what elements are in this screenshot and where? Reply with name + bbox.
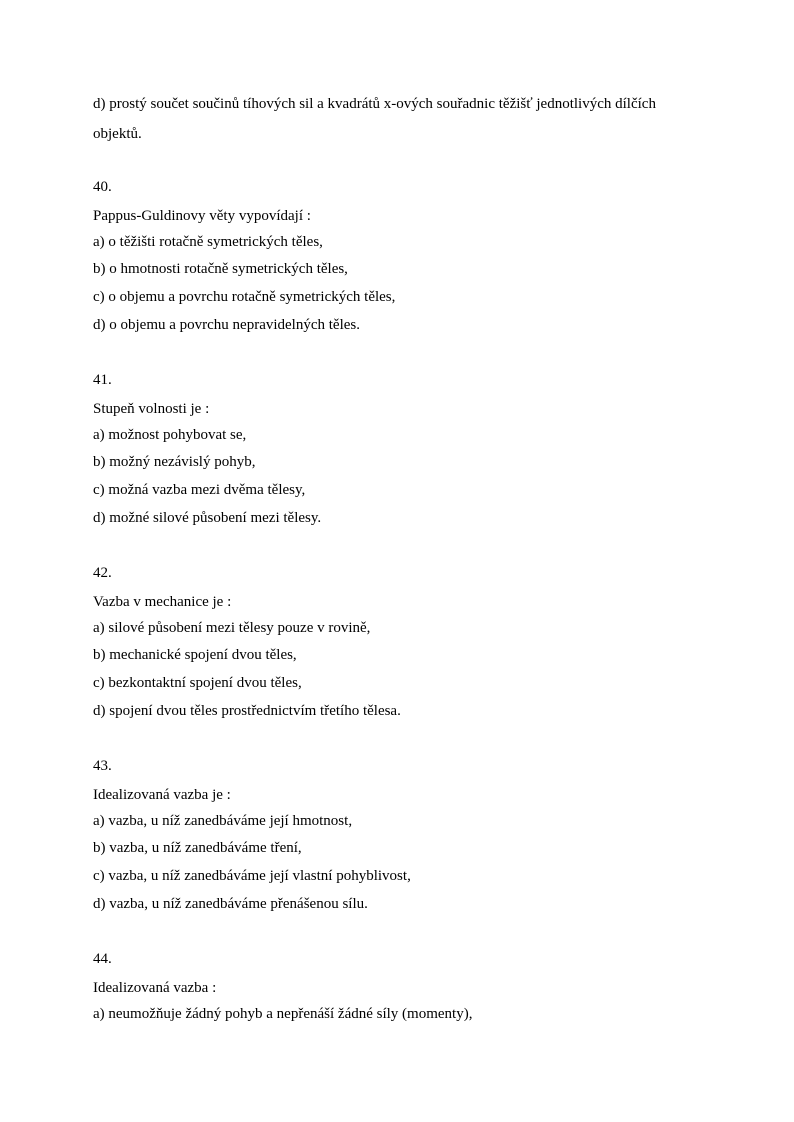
question-number: 40.: [93, 179, 112, 195]
question-prompt: Idealizovaná vazba je :: [93, 787, 231, 803]
question-option: a) silové působení mezi tělesy pouze v rovině,: [93, 620, 371, 636]
question-option: a) o těžišti rotačně symetrických těles,: [93, 234, 323, 250]
question-number: 41.: [93, 372, 112, 388]
question-prompt: Pappus-Guldinovy věty vypovídají :: [93, 208, 311, 224]
question-number: 42.: [93, 565, 112, 581]
question-option: b) možný nezávislý pohyb,: [93, 454, 256, 470]
question-number: 44.: [93, 951, 112, 967]
continuation-line-2: objektů.: [93, 126, 142, 142]
question-option: d) o objemu a povrchu nepravidelných těles.: [93, 317, 360, 333]
question-option: c) možná vazba mezi dvěma tělesy,: [93, 482, 306, 498]
question-prompt: Idealizovaná vazba :: [93, 980, 217, 996]
question-option: a) neumožňuje žádný pohyb a nepřenáší žádné síly (momenty),: [93, 1006, 473, 1022]
question-option: d) spojení dvou těles prostřednictvím třetího tělesa.: [93, 703, 401, 719]
question-option: a) vazba, u níž zanedbáváme její hmotnost,: [93, 813, 353, 829]
question-option: d) možné silové působení mezi tělesy.: [93, 510, 322, 526]
question-prompt: Vazba v mechanice je :: [93, 594, 232, 610]
question-option: c) o objemu a povrchu rotačně symetrických těles,: [93, 289, 396, 305]
question-number: 43.: [93, 758, 112, 774]
question-option: b) vazba, u níž zanedbáváme tření,: [93, 840, 302, 856]
question-option: c) vazba, u níž zanedbáváme její vlastní pohyblivost,: [93, 868, 411, 884]
question-option: a) možnost pohybovat se,: [93, 427, 247, 443]
question-option: d) vazba, u níž zanedbáváme přenášenou sílu.: [93, 896, 368, 912]
question-option: b) o hmotnosti rotačně symetrických těles,: [93, 261, 348, 277]
question-prompt: Stupeň volnosti je :: [93, 401, 210, 417]
question-option: b) mechanické spojení dvou těles,: [93, 647, 297, 663]
continuation-line-1: d) prostý součet součinů tíhových sil a kvadrátů x-ových souřadnic těžišť jednotlivých dílčích: [93, 96, 656, 112]
question-option: c) bezkontaktní spojení dvou těles,: [93, 675, 302, 691]
